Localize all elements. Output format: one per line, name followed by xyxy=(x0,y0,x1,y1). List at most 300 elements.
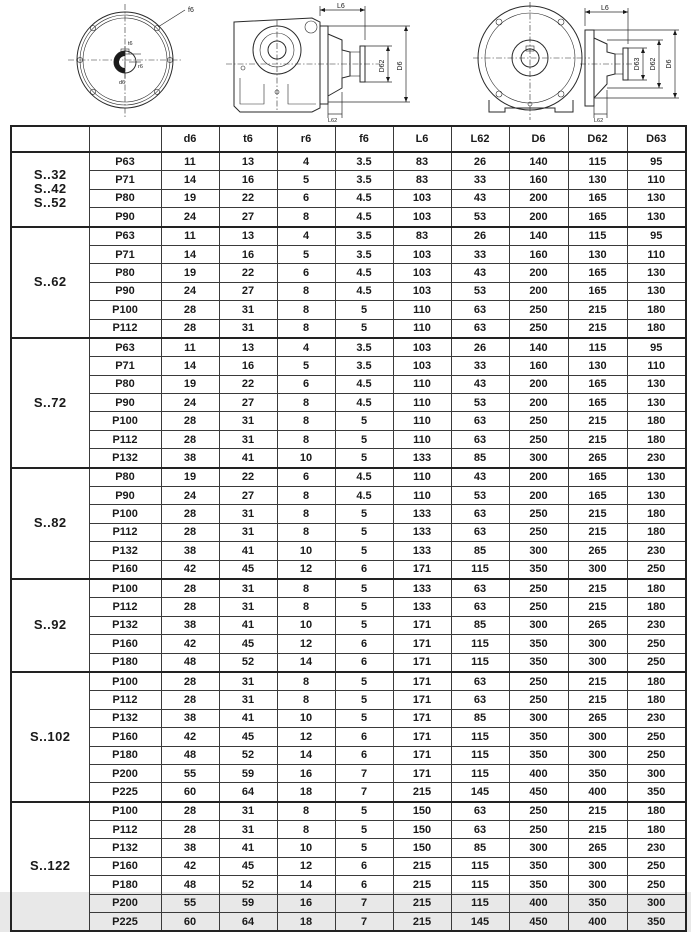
value-cell-t6: 59 xyxy=(219,894,277,912)
value-cell-L62: 43 xyxy=(451,375,509,393)
value-cell-D62: 300 xyxy=(568,560,627,579)
value-cell-f6: 5 xyxy=(335,542,393,560)
value-cell-L62: 43 xyxy=(451,468,509,487)
motor-size-label: P80 xyxy=(89,264,161,282)
motor-size-label: P200 xyxy=(89,894,161,912)
value-cell-f6: 5 xyxy=(335,301,393,319)
value-cell-f6: 5 xyxy=(335,616,393,634)
value-cell-D6: 250 xyxy=(509,821,568,839)
value-cell-D62: 215 xyxy=(568,691,627,709)
value-cell-D62: 215 xyxy=(568,412,627,430)
motor-size-label: P112 xyxy=(89,319,161,338)
value-cell-D63: 130 xyxy=(627,487,686,505)
value-cell-D62: 215 xyxy=(568,672,627,691)
header-blank-motor xyxy=(89,126,161,152)
value-cell-t6: 45 xyxy=(219,560,277,579)
value-cell-r6: 8 xyxy=(277,598,335,616)
value-cell-r6: 8 xyxy=(277,430,335,448)
value-cell-D6: 160 xyxy=(509,357,568,375)
value-cell-r6: 8 xyxy=(277,691,335,709)
value-cell-f6: 4.5 xyxy=(335,375,393,393)
value-cell-D62: 130 xyxy=(568,171,627,189)
value-cell-L6: 110 xyxy=(393,430,451,448)
value-cell-d6: 24 xyxy=(161,208,219,227)
motor-size-label: P63 xyxy=(89,227,161,246)
value-cell-t6: 41 xyxy=(219,542,277,560)
value-cell-t6: 41 xyxy=(219,616,277,634)
value-cell-D6: 350 xyxy=(509,728,568,746)
value-cell-f6: 5 xyxy=(335,691,393,709)
value-cell-L6: 103 xyxy=(393,208,451,227)
value-cell-t6: 31 xyxy=(219,579,277,598)
value-cell-L6: 171 xyxy=(393,728,451,746)
value-cell-L62: 33 xyxy=(451,171,509,189)
value-cell-L62: 26 xyxy=(451,152,509,171)
value-cell-d6: 42 xyxy=(161,635,219,653)
value-cell-d6: 11 xyxy=(161,227,219,246)
value-cell-L62: 85 xyxy=(451,709,509,727)
value-cell-L6: 215 xyxy=(393,913,451,932)
motor-size-label: P63 xyxy=(89,338,161,357)
table-row xyxy=(11,301,686,319)
value-cell-D62: 165 xyxy=(568,468,627,487)
value-cell-t6: 16 xyxy=(219,171,277,189)
value-cell-t6: 31 xyxy=(219,691,277,709)
value-cell-r6: 14 xyxy=(277,876,335,894)
motor-size-label: P112 xyxy=(89,430,161,448)
value-cell-d6: 19 xyxy=(161,264,219,282)
value-cell-D6: 200 xyxy=(509,487,568,505)
value-cell-f6: 3.5 xyxy=(335,171,393,189)
value-cell-D62: 265 xyxy=(568,839,627,857)
value-cell-L6: 110 xyxy=(393,468,451,487)
value-cell-D6: 200 xyxy=(509,468,568,487)
value-cell-r6: 8 xyxy=(277,208,335,227)
motor-size-label: P225 xyxy=(89,913,161,932)
motor-size-label: P132 xyxy=(89,542,161,560)
value-cell-d6: 42 xyxy=(161,728,219,746)
flange-callout-f6: f6 xyxy=(188,7,194,14)
dim-label-l62: L62 xyxy=(328,118,338,124)
value-cell-D6: 200 xyxy=(509,264,568,282)
value-cell-D63: 250 xyxy=(627,635,686,653)
value-cell-f6: 5 xyxy=(335,821,393,839)
value-cell-D63: 180 xyxy=(627,301,686,319)
value-cell-D63: 130 xyxy=(627,264,686,282)
value-cell-D63: 130 xyxy=(627,282,686,300)
value-cell-D62: 265 xyxy=(568,709,627,727)
value-cell-L62: 33 xyxy=(451,357,509,375)
value-cell-t6: 31 xyxy=(219,505,277,523)
value-cell-f6: 5 xyxy=(335,449,393,468)
value-cell-t6: 41 xyxy=(219,709,277,727)
value-cell-d6: 48 xyxy=(161,746,219,764)
value-cell-D63: 130 xyxy=(627,208,686,227)
value-cell-f6: 4.5 xyxy=(335,189,393,207)
value-cell-f6: 6 xyxy=(335,653,393,672)
value-cell-L62: 115 xyxy=(451,876,509,894)
value-cell-d6: 28 xyxy=(161,802,219,821)
value-cell-D63: 350 xyxy=(627,783,686,802)
value-cell-D63: 180 xyxy=(627,505,686,523)
value-cell-f6: 5 xyxy=(335,430,393,448)
value-cell-D62: 165 xyxy=(568,487,627,505)
value-cell-D63: 180 xyxy=(627,523,686,541)
value-cell-D62: 215 xyxy=(568,821,627,839)
value-cell-D63: 230 xyxy=(627,616,686,634)
motor-size-label: P80 xyxy=(89,375,161,393)
value-cell-D62: 300 xyxy=(568,857,627,875)
value-cell-L6: 215 xyxy=(393,857,451,875)
table-row xyxy=(11,227,686,246)
value-cell-D62: 265 xyxy=(568,616,627,634)
value-cell-L62: 63 xyxy=(451,691,509,709)
value-cell-r6: 8 xyxy=(277,412,335,430)
value-cell-t6: 59 xyxy=(219,764,277,782)
value-cell-t6: 52 xyxy=(219,746,277,764)
value-cell-f6: 5 xyxy=(335,802,393,821)
table-row xyxy=(11,542,686,560)
value-cell-D63: 180 xyxy=(627,672,686,691)
gearbox-side-view-drawing xyxy=(220,0,455,122)
value-cell-d6: 28 xyxy=(161,579,219,598)
value-cell-t6: 64 xyxy=(219,783,277,802)
value-cell-d6: 19 xyxy=(161,189,219,207)
value-cell-d6: 55 xyxy=(161,764,219,782)
value-cell-D62: 165 xyxy=(568,375,627,393)
value-cell-t6: 31 xyxy=(219,412,277,430)
value-cell-L6: 133 xyxy=(393,449,451,468)
value-cell-D63: 180 xyxy=(627,319,686,338)
value-cell-L6: 103 xyxy=(393,245,451,263)
motor-size-label: P90 xyxy=(89,394,161,412)
table-row xyxy=(11,245,686,263)
value-cell-D6: 450 xyxy=(509,913,568,932)
value-cell-D62: 215 xyxy=(568,319,627,338)
value-cell-r6: 16 xyxy=(277,894,335,912)
value-cell-d6: 28 xyxy=(161,505,219,523)
column-header-d6b: D6 xyxy=(509,126,568,152)
value-cell-D62: 265 xyxy=(568,449,627,468)
value-cell-r6: 12 xyxy=(277,857,335,875)
value-cell-r6: 8 xyxy=(277,487,335,505)
value-cell-f6: 5 xyxy=(335,319,393,338)
table-row xyxy=(11,579,686,598)
motor-size-label: P160 xyxy=(89,857,161,875)
table-row xyxy=(11,616,686,634)
value-cell-t6: 22 xyxy=(219,468,277,487)
value-cell-t6: 27 xyxy=(219,394,277,412)
value-cell-D6: 140 xyxy=(509,152,568,171)
value-cell-L6: 103 xyxy=(393,282,451,300)
value-cell-t6: 27 xyxy=(219,282,277,300)
column-header-l6: L6 xyxy=(393,126,451,152)
dim-label-l62-2: L62 xyxy=(594,118,604,124)
value-cell-D63: 180 xyxy=(627,579,686,598)
value-cell-f6: 4.5 xyxy=(335,282,393,300)
header-blank-series xyxy=(11,126,89,152)
value-cell-t6: 52 xyxy=(219,876,277,894)
value-cell-d6: 24 xyxy=(161,282,219,300)
value-cell-f6: 7 xyxy=(335,783,393,802)
value-cell-f6: 6 xyxy=(335,876,393,894)
value-cell-D6: 250 xyxy=(509,579,568,598)
table-row xyxy=(11,894,686,912)
value-cell-L6: 171 xyxy=(393,764,451,782)
value-cell-D6: 200 xyxy=(509,189,568,207)
gearmotor-front-side-view-drawing xyxy=(455,0,691,122)
motor-size-label: P71 xyxy=(89,245,161,263)
value-cell-r6: 14 xyxy=(277,746,335,764)
value-cell-L62: 63 xyxy=(451,523,509,541)
value-cell-r6: 4 xyxy=(277,152,335,171)
value-cell-f6: 6 xyxy=(335,728,393,746)
value-cell-D6: 250 xyxy=(509,430,568,448)
motor-size-label: P132 xyxy=(89,839,161,857)
motor-size-label: P112 xyxy=(89,821,161,839)
value-cell-D63: 300 xyxy=(627,764,686,782)
value-cell-L62: 85 xyxy=(451,542,509,560)
table-row xyxy=(11,635,686,653)
value-cell-D6: 250 xyxy=(509,598,568,616)
value-cell-t6: 41 xyxy=(219,839,277,857)
motor-size-label: P160 xyxy=(89,560,161,579)
motor-size-label: P71 xyxy=(89,171,161,189)
value-cell-D62: 300 xyxy=(568,876,627,894)
value-cell-D63: 230 xyxy=(627,542,686,560)
value-cell-L6: 103 xyxy=(393,357,451,375)
value-cell-D63: 250 xyxy=(627,728,686,746)
value-cell-D62: 265 xyxy=(568,542,627,560)
value-cell-f6: 4.5 xyxy=(335,208,393,227)
value-cell-f6: 4.5 xyxy=(335,468,393,487)
table-row xyxy=(11,264,686,282)
value-cell-f6: 5 xyxy=(335,672,393,691)
value-cell-r6: 6 xyxy=(277,264,335,282)
value-cell-D63: 180 xyxy=(627,430,686,448)
value-cell-r6: 5 xyxy=(277,245,335,263)
value-cell-f6: 6 xyxy=(335,857,393,875)
value-cell-r6: 6 xyxy=(277,375,335,393)
value-cell-D6: 450 xyxy=(509,783,568,802)
table-row xyxy=(11,171,686,189)
motor-size-label: P160 xyxy=(89,635,161,653)
value-cell-L6: 171 xyxy=(393,653,451,672)
motor-size-label: P160 xyxy=(89,728,161,746)
column-header-t6: t6 xyxy=(219,126,277,152)
value-cell-r6: 8 xyxy=(277,579,335,598)
value-cell-t6: 64 xyxy=(219,913,277,932)
motor-size-label: P200 xyxy=(89,764,161,782)
table-row xyxy=(11,746,686,764)
value-cell-D6: 300 xyxy=(509,839,568,857)
table-row xyxy=(11,913,686,932)
value-cell-L62: 115 xyxy=(451,857,509,875)
column-header-d63: D63 xyxy=(627,126,686,152)
table-row xyxy=(11,783,686,802)
value-cell-D63: 300 xyxy=(627,894,686,912)
series-group-label: S..92 xyxy=(11,579,89,672)
table-row xyxy=(11,560,686,579)
column-header-f6: f6 xyxy=(335,126,393,152)
motor-size-label: P90 xyxy=(89,208,161,227)
value-cell-D62: 165 xyxy=(568,264,627,282)
dim-label-d63: D63 xyxy=(634,57,641,71)
value-cell-d6: 42 xyxy=(161,857,219,875)
dim-label-d6: D6 xyxy=(397,61,404,71)
value-cell-f6: 5 xyxy=(335,579,393,598)
value-cell-D63: 250 xyxy=(627,876,686,894)
value-cell-L6: 171 xyxy=(393,746,451,764)
value-cell-f6: 5 xyxy=(335,523,393,541)
dim-label-d62: D62 xyxy=(379,59,386,73)
series-group-label: S..122 xyxy=(11,802,89,932)
column-header-d62: D62 xyxy=(568,126,627,152)
table-row xyxy=(11,412,686,430)
value-cell-D62: 400 xyxy=(568,783,627,802)
motor-size-label: P100 xyxy=(89,505,161,523)
value-cell-L6: 83 xyxy=(393,227,451,246)
value-cell-t6: 31 xyxy=(219,523,277,541)
value-cell-L62: 85 xyxy=(451,839,509,857)
table-row xyxy=(11,672,686,691)
value-cell-D6: 300 xyxy=(509,616,568,634)
value-cell-t6: 31 xyxy=(219,821,277,839)
series-group-label: S..72 xyxy=(11,338,89,468)
value-cell-D6: 300 xyxy=(509,542,568,560)
value-cell-L62: 115 xyxy=(451,635,509,653)
motor-size-label: P132 xyxy=(89,709,161,727)
value-cell-r6: 8 xyxy=(277,523,335,541)
value-cell-D6: 140 xyxy=(509,227,568,246)
value-cell-L62: 85 xyxy=(451,616,509,634)
table-row xyxy=(11,282,686,300)
value-cell-D63: 230 xyxy=(627,839,686,857)
value-cell-L62: 63 xyxy=(451,505,509,523)
value-cell-L62: 115 xyxy=(451,764,509,782)
value-cell-d6: 11 xyxy=(161,338,219,357)
value-cell-L62: 53 xyxy=(451,208,509,227)
hub-label-t6: t6 xyxy=(128,41,133,47)
value-cell-r6: 8 xyxy=(277,394,335,412)
value-cell-t6: 22 xyxy=(219,264,277,282)
value-cell-D63: 350 xyxy=(627,913,686,932)
value-cell-D62: 165 xyxy=(568,189,627,207)
value-cell-r6: 8 xyxy=(277,282,335,300)
value-cell-d6: 14 xyxy=(161,357,219,375)
table-row xyxy=(11,857,686,875)
value-cell-D6: 250 xyxy=(509,672,568,691)
table-row xyxy=(11,189,686,207)
value-cell-L62: 63 xyxy=(451,802,509,821)
value-cell-L6: 215 xyxy=(393,894,451,912)
motor-size-label: P100 xyxy=(89,412,161,430)
value-cell-D62: 350 xyxy=(568,894,627,912)
value-cell-D6: 300 xyxy=(509,709,568,727)
value-cell-L62: 85 xyxy=(451,449,509,468)
value-cell-L6: 110 xyxy=(393,301,451,319)
value-cell-D6: 160 xyxy=(509,245,568,263)
value-cell-r6: 16 xyxy=(277,764,335,782)
dim-label-l6: L6 xyxy=(337,3,345,10)
hub-label-r6: r6 xyxy=(138,64,143,70)
value-cell-f6: 7 xyxy=(335,764,393,782)
value-cell-t6: 52 xyxy=(219,653,277,672)
value-cell-L62: 63 xyxy=(451,672,509,691)
value-cell-L6: 133 xyxy=(393,505,451,523)
value-cell-L6: 150 xyxy=(393,821,451,839)
value-cell-r6: 10 xyxy=(277,709,335,727)
value-cell-L62: 63 xyxy=(451,412,509,430)
value-cell-D63: 95 xyxy=(627,338,686,357)
value-cell-t6: 41 xyxy=(219,449,277,468)
value-cell-L62: 115 xyxy=(451,653,509,672)
value-cell-D6: 250 xyxy=(509,505,568,523)
value-cell-D62: 115 xyxy=(568,152,627,171)
value-cell-L6: 103 xyxy=(393,189,451,207)
motor-size-label: P80 xyxy=(89,189,161,207)
value-cell-d6: 38 xyxy=(161,709,219,727)
value-cell-L62: 63 xyxy=(451,319,509,338)
value-cell-D62: 165 xyxy=(568,282,627,300)
column-header-r6: r6 xyxy=(277,126,335,152)
value-cell-f6: 7 xyxy=(335,913,393,932)
value-cell-L62: 33 xyxy=(451,245,509,263)
value-cell-d6: 28 xyxy=(161,691,219,709)
value-cell-D62: 115 xyxy=(568,227,627,246)
value-cell-D63: 130 xyxy=(627,394,686,412)
value-cell-D6: 400 xyxy=(509,894,568,912)
value-cell-L62: 115 xyxy=(451,560,509,579)
motor-size-label: P100 xyxy=(89,301,161,319)
value-cell-L6: 171 xyxy=(393,709,451,727)
value-cell-D6: 200 xyxy=(509,394,568,412)
value-cell-d6: 28 xyxy=(161,598,219,616)
value-cell-t6: 45 xyxy=(219,635,277,653)
value-cell-D62: 215 xyxy=(568,430,627,448)
value-cell-r6: 10 xyxy=(277,616,335,634)
value-cell-D63: 180 xyxy=(627,802,686,821)
table-row xyxy=(11,598,686,616)
value-cell-D6: 250 xyxy=(509,319,568,338)
value-cell-d6: 28 xyxy=(161,523,219,541)
value-cell-L62: 145 xyxy=(451,913,509,932)
value-cell-r6: 8 xyxy=(277,802,335,821)
value-cell-f6: 5 xyxy=(335,598,393,616)
value-cell-D63: 250 xyxy=(627,653,686,672)
table-row xyxy=(11,152,686,171)
value-cell-f6: 3.5 xyxy=(335,245,393,263)
value-cell-L62: 43 xyxy=(451,189,509,207)
value-cell-d6: 11 xyxy=(161,152,219,171)
value-cell-d6: 60 xyxy=(161,913,219,932)
value-cell-r6: 12 xyxy=(277,635,335,653)
value-cell-D6: 200 xyxy=(509,282,568,300)
motor-size-label: P100 xyxy=(89,802,161,821)
value-cell-D6: 140 xyxy=(509,338,568,357)
value-cell-D62: 300 xyxy=(568,635,627,653)
value-cell-D6: 300 xyxy=(509,449,568,468)
value-cell-L6: 150 xyxy=(393,802,451,821)
motor-size-label: P180 xyxy=(89,876,161,894)
dim-label-l6-2: L6 xyxy=(601,5,609,12)
value-cell-t6: 31 xyxy=(219,598,277,616)
value-cell-d6: 38 xyxy=(161,839,219,857)
motor-size-label: P90 xyxy=(89,282,161,300)
value-cell-f6: 3.5 xyxy=(335,357,393,375)
value-cell-d6: 28 xyxy=(161,319,219,338)
value-cell-f6: 5 xyxy=(335,412,393,430)
